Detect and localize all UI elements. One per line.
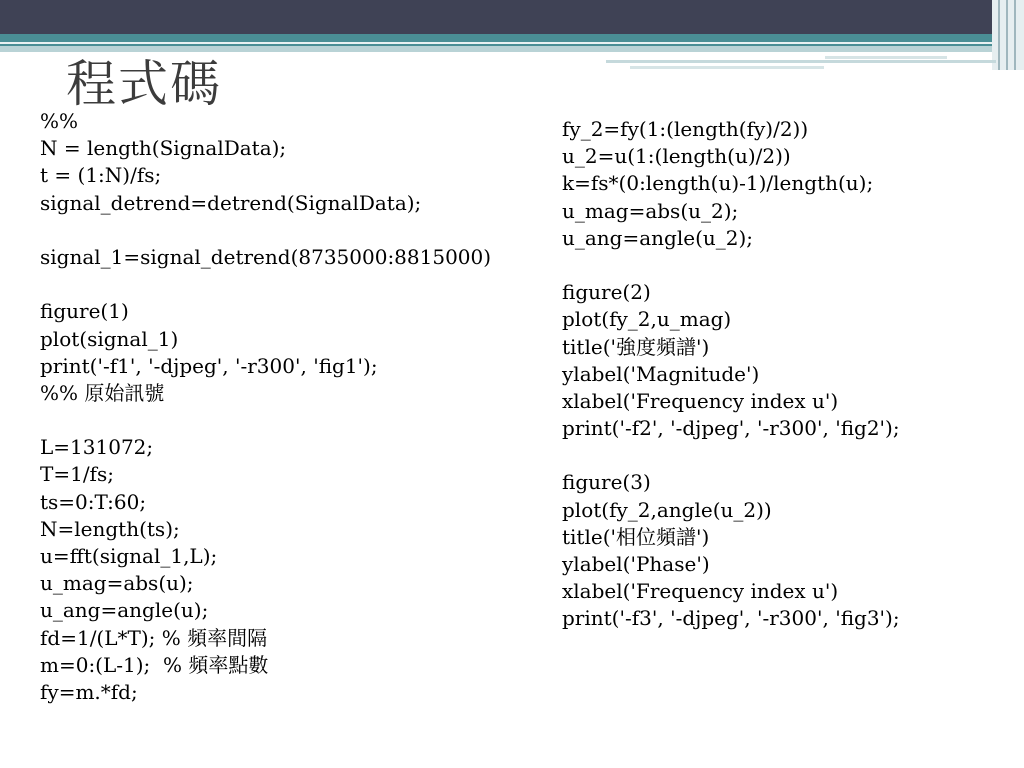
code-line: print('-f2', '-djpeg', '-r300', 'fig2');: [562, 416, 900, 441]
code-line: fy_2=fy(1:(length(fy)/2)): [562, 117, 809, 141]
code-line: xlabel('Frequency index u'): [562, 388, 839, 413]
code-line: plot(fy_2,u_mag): [562, 307, 732, 332]
code-line: [40, 217, 491, 244]
header-band-strip: [0, 42, 1024, 44]
code-line: plot(fy_2,angle(u_2)): [562, 497, 772, 522]
decorative-line: [630, 66, 824, 69]
code-line: L=131072;: [40, 435, 154, 460]
code-line: print('-f1', '-djpeg', '-r300', 'fig1');: [40, 353, 378, 378]
code-line: T=1/fs;: [40, 462, 114, 487]
code-line: m=0:(L-1); % 頻率點數: [40, 652, 269, 677]
header-corner-panel: [992, 0, 1024, 70]
code-line: N = length(SignalData);: [40, 136, 287, 161]
code-line: signal_1=signal_detrend(8735000:8815000): [40, 244, 492, 269]
code-line: print('-f3', '-djpeg', '-r300', 'fig3');: [562, 606, 900, 631]
code-line: ylabel('Phase'): [562, 552, 710, 576]
code-line: figure(2): [562, 280, 651, 305]
code-line: signal_detrend=detrend(SignalData);: [40, 190, 422, 215]
slide-title: 程式碼: [66, 55, 222, 113]
code-block-left: [40, 108, 491, 706]
code-line: [40, 271, 491, 298]
code-line: u_ang=angle(u);: [40, 598, 209, 623]
corner-line: [1014, 0, 1016, 70]
header-band-teal: [0, 34, 1024, 46]
code-line: [40, 407, 491, 434]
code-line: [562, 252, 900, 279]
code-line: ts=0:T:60;: [40, 489, 147, 514]
code-line: [562, 442, 900, 469]
code-line: figure(3): [562, 470, 651, 495]
corner-line: [998, 0, 1000, 70]
code-line: %%: [40, 109, 79, 133]
code-line: u_ang=angle(u_2);: [562, 225, 754, 250]
code-line: k=fs*(0:length(u)-1)/length(u);: [562, 171, 874, 196]
code-line: title('相位頻譜'): [562, 524, 710, 549]
code-line: fy=m.*fd;: [40, 679, 138, 704]
code-line: u=fft(signal_1,L);: [40, 544, 218, 568]
code-line: N=length(ts);: [40, 516, 180, 541]
code-line: ylabel('Magnitude'): [562, 361, 760, 386]
code-block-right: [562, 116, 900, 633]
decorative-line: [606, 60, 996, 63]
corner-line: [1006, 0, 1008, 70]
code-line: title('強度頻譜'): [562, 334, 710, 359]
header-band-dark: [0, 0, 1024, 34]
code-line: figure(1): [40, 299, 129, 324]
code-line: u_mag=abs(u_2);: [562, 198, 739, 223]
code-line: xlabel('Frequency index u'): [562, 579, 839, 604]
code-line: %% 原始訊號: [40, 380, 165, 405]
decorative-line: [825, 56, 947, 59]
code-line: t = (1:N)/fs;: [40, 163, 162, 188]
code-line: plot(signal_1): [40, 326, 179, 351]
code-line: fd=1/(L*T); % 頻率間隔: [40, 625, 268, 650]
code-line: u_2=u(1:(length(u)/2)): [562, 144, 791, 169]
code-line: u_mag=abs(u);: [40, 571, 194, 596]
